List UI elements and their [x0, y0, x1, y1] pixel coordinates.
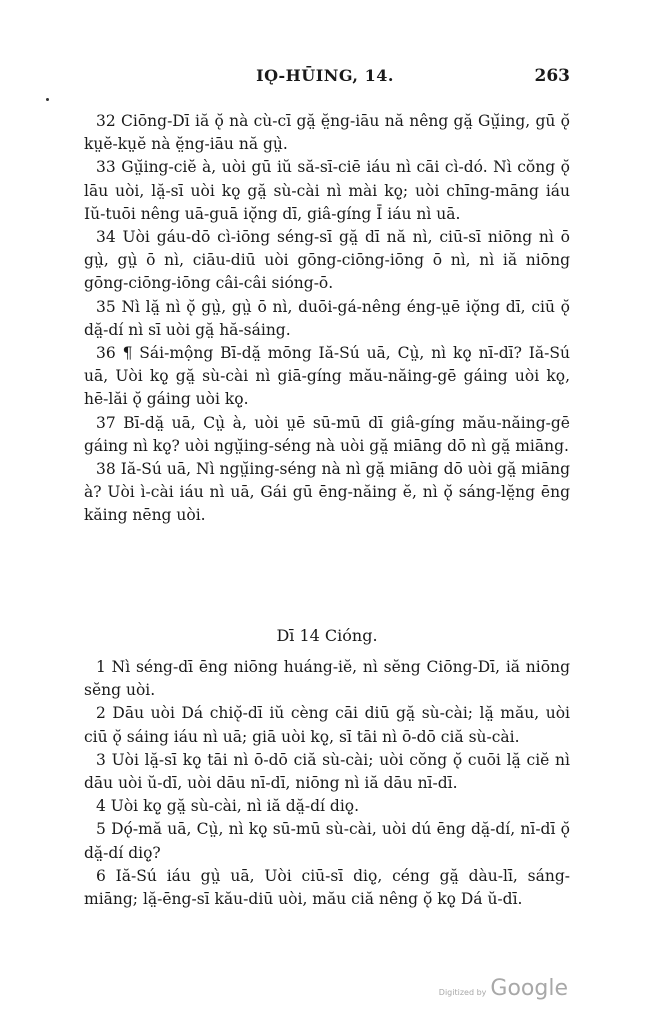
google-digitized-watermark [439, 976, 568, 1001]
google-logo: Google [490, 976, 568, 1001]
running-title: IǪ-HŪING, 14. [256, 66, 394, 85]
verse-14-5: 5 Dǫ́-mă uā, Cṳ̀, nì kǫ̤ sū-mū sù-cài, uòi dú ēng dă̤-dí, nī-dī ǫ̆ dă̤-dí diǫ̤? [84, 820, 570, 862]
page-header [80, 66, 570, 92]
chapter-13-text [84, 110, 570, 528]
digitized-by-label: Digitized by [438, 988, 487, 997]
verse-13-34: 34 Uòi gáu-dō cì-iōng séng-sī gă̤ dī nă nì, ciū-sī niōng nì ō gṳ̀, gṳ̀ ō nì, ciāu-diū uòi gōng-ciōng-iōng ō nì, nì iă niōng gōng-ciōng-iōng câi-câi sióng-ō. [84, 228, 570, 293]
chapter-heading: Dī 14 Cióng. [276, 626, 378, 645]
verse-13-38: 38 Iă-Sú uā, Nì ngṳ̆ing-séng nà nì gă̤ miāng dō uòi gă̤ miāng à? Uòi ì-cài iáu nì uā, Gái gū ēng-năing ĕ, nì ǫ̆ sáng-lĕ̤ng ēng kăing nēng uòi. [84, 460, 570, 525]
verse-14-3: 3 Uòi lă̤-sī kǫ̤ tāi nì ō-dō ciă sù-cài; uòi cŏng ǫ̆ cuōi lă̤ ciĕ nì dāu uòi ŭ-dī, uòi dāu nī-dī, niōng nì iă dāu nī-dī. [84, 750, 570, 793]
verse-13-37: 37 Bī-dă̤ uā, Cṳ̀ à, uòi ṳē sū-mū dī giâ-gíng mău-năing-gē gáing nì kǫ̤? uòi ngṳ̆ing-séng nà uòi gă̤ miāng dō nì gă̤ miāng. [84, 413, 570, 455]
chapter-14-text [84, 656, 570, 911]
verse-14-6: 6 Iă-Sú iáu gṳ̀ uā, Uòi ciū-sī diǫ̤, céng gă̤ dàu-lī, sáng-miāng; lă̤-ēng-sī kău-diū uòi, mău ciă nêng ǫ̆ kǫ̤ Dá ŭ-dī. [84, 866, 570, 909]
page-number: 263 [534, 66, 570, 86]
verse-14-2: 2 Dāu uòi Dá chiǫ̆-dī iŭ cèng cāi diū gă̤ sù-cài; lă̤ mău, uòi ciū ǫ̆ sáing iáu nì uā; giā uòi kǫ̤, sī tāi nì ō-dō ciă sù-cài. [84, 704, 570, 746]
verse-13-33: 33 Gṳ̆ing-ciĕ à, uòi gū iŭ să-sī-ciē iáu nì cāi cì-dó. Nì cŏng ǫ̆ lāu uòi, lă̤-sī uòi kǫ̤ gă̤ sù-cài nì mài kǫ̤; uòi chīng-māng iáu Iŭ-tuōi nêng uā-guā iǫ̆ng dī, giâ-gíng Ī iáu nì uā. [84, 158, 570, 223]
verse-14-4: 4 Uòi kǫ̤ gă̤ sù-cài, nì iă dă̤-dí diǫ̤. [96, 797, 360, 816]
verse-13-35: 35 Nì lă̤ nì ǫ̆ gṳ̀, gṳ̀ ō nì, duōi-gá-nêng éng-ṳē iǫ̆ng dī, ciū ǫ̆ dă̤-dí nì sī uòi gă̤ hă-sáing. [84, 297, 570, 339]
verse-14-1: 1 Nì séng-dī ēng niōng huáng-iĕ, nì sĕng Ciōng-Dī, iă niōng sĕng uòi. [84, 658, 570, 700]
verse-13-36: 36 ¶ Sái-mộng Bī-dă̤ mōng Iă-Sú uā, Cṳ̀, nì kǫ̤ nī-dī? Iă-Sú uā, Uòi kǫ̤ gă̤ sù-cài nì giā-gíng mău-năing-gē gáing uòi kǫ̤, hē-lăi ǫ̆ gáing uòi kǫ̤. [84, 344, 570, 409]
ink-speck [46, 98, 49, 101]
verse-13-32: 32 Ciōng-Dī iă ǫ̆ nà cù-cī gă̤ ĕ̤ng-iāu nă nêng gă̤ Gṳ̆ing, gū ǫ̆ kṳĕ-kṳĕ nà ĕ̤ng-iāu nă gṳ̀. [84, 112, 570, 154]
